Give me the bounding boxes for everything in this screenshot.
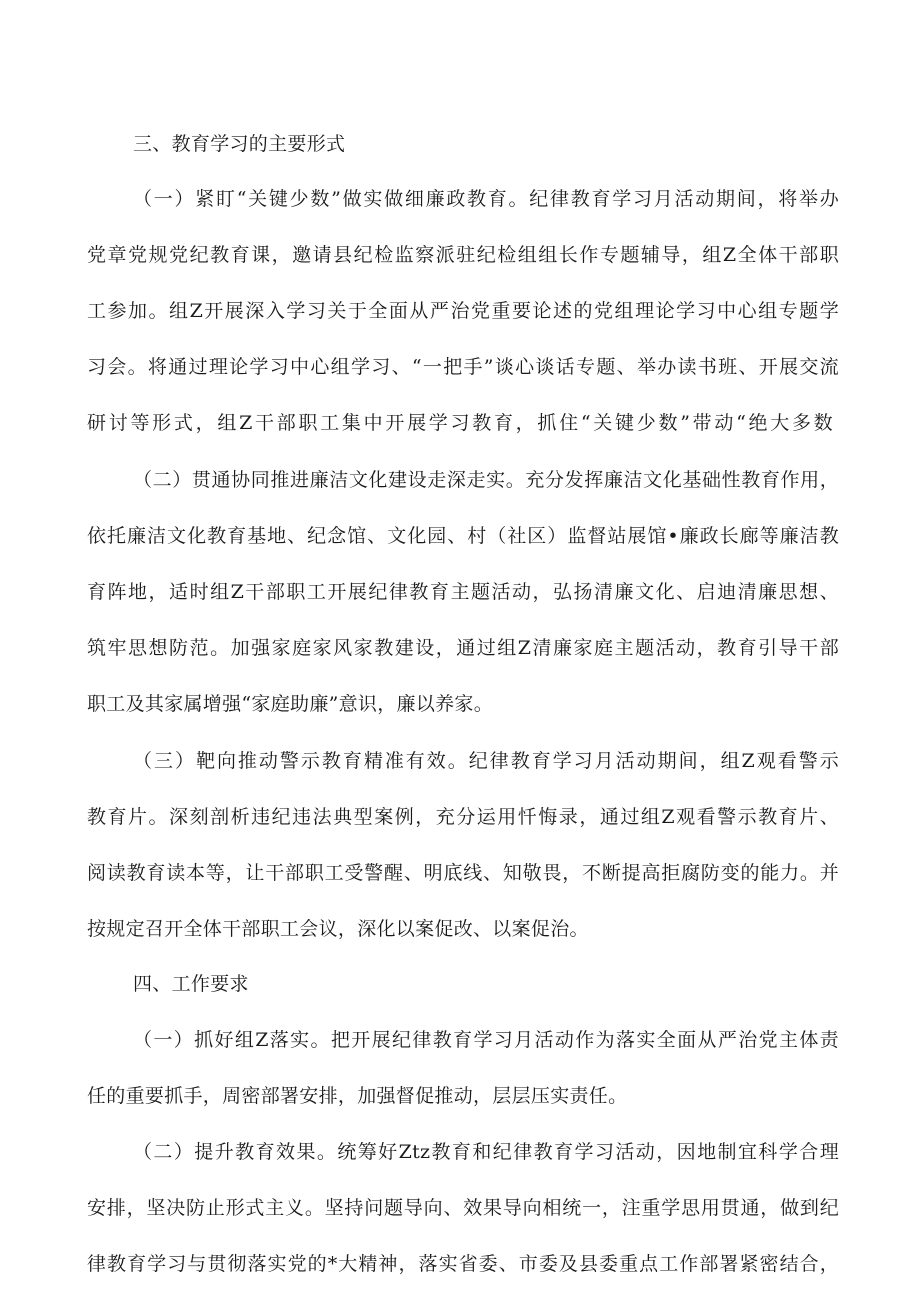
paragraph-3-2-line-1: （二）贯通协同推进廉洁文化建设走深走实。充分发挥廉洁文化基础性教育作用， xyxy=(133,469,839,491)
paragraph-3-3-line-1: （三）靶向推动警示教育精准有效。纪律教育学习月活动期间，组Z观看警示 xyxy=(133,750,839,772)
paragraph-3-1-line-2: 党章党规党纪教育课，邀请县纪检监察派驻纪检组组长作专题辅导，组Z全体干部职 xyxy=(87,244,839,266)
paragraph-4-2-line-3: 律教育学习与贯彻落实党的*大精神，落实省委、市委及县委重点工作部署紧密结合， xyxy=(87,1253,839,1275)
paragraph-3-2-line-4: 筑牢思想防范。加强家庭家风家教建设，通过组Z清廉家庭主题活动，教育引导干部 xyxy=(87,637,839,659)
paragraph-4-2-line-1: （二）提升教育效果。统筹好Ztz教育和纪律教育学习活动，因地制宜科学合理 xyxy=(133,1141,839,1163)
section-heading-three: 三、教育学习的主要形式 xyxy=(133,133,346,155)
paragraph-4-2-line-2: 安排，坚决防止形式主义。坚持问题导向、效果导向相统一，注重学思用贯通，做到纪 xyxy=(87,1197,839,1219)
paragraph-4-1-line-1: （一）抓好组Z落实。把开展纪律教育学习月活动作为落实全面从严治党主体责 xyxy=(133,1029,839,1051)
paragraph-3-1-line-5: 研讨等形式，组Z干部职工集中开展学习教育，抓住“关键少数”带动“绝大多数 xyxy=(87,412,833,434)
paragraph-3-3-line-4: 按规定召开全体干部职工会议，深化以案促改、以案促治。 xyxy=(87,918,589,940)
section-heading-four: 四、工作要求 xyxy=(133,973,249,995)
paragraph-3-1-line-1: （一）紧盯“关键少数”做实做细廉政教育。纪律教育学习月活动期间，将举办 xyxy=(133,188,839,210)
paragraph-3-3-line-3: 阅读教育读本等，让干部职工受警醒、明底线、知敬畏，不断提高拒腐防变的能力。并 xyxy=(87,862,839,884)
paragraph-3-2-line-5: 职工及其家属增强“家庭助廉”意识，廉以养家。 xyxy=(87,693,494,715)
paragraph-3-1-line-3: 工参加。组Z开展深入学习关于全面从严治党重要论述的党组理论学习中心组专题学 xyxy=(87,300,839,322)
paragraph-3-2-line-2: 依托廉洁文化教育基地、纪念馆、文化园、村（社区）监督站展馆•廉政长廊等廉洁教 xyxy=(87,525,839,547)
paragraph-3-3-line-2: 教育片。深刻剖析违纪违法典型案例，充分运用忏悔录，通过组Z观看警示教育片、 xyxy=(87,806,839,828)
paragraph-3-2-line-3: 育阵地，适时组Z干部职工开展纪律教育主题活动，弘扬清廉文化、启迪清廉思想、 xyxy=(87,581,839,603)
paragraph-4-1-line-2: 任的重要抓手，周密部署安排，加强督促推动，层层压实责任。 xyxy=(87,1085,628,1107)
paragraph-3-1-line-4: 习会。将通过理论学习中心组学习、“一把手”谈心谈话专题、举办读书班、开展交流 xyxy=(87,356,839,378)
